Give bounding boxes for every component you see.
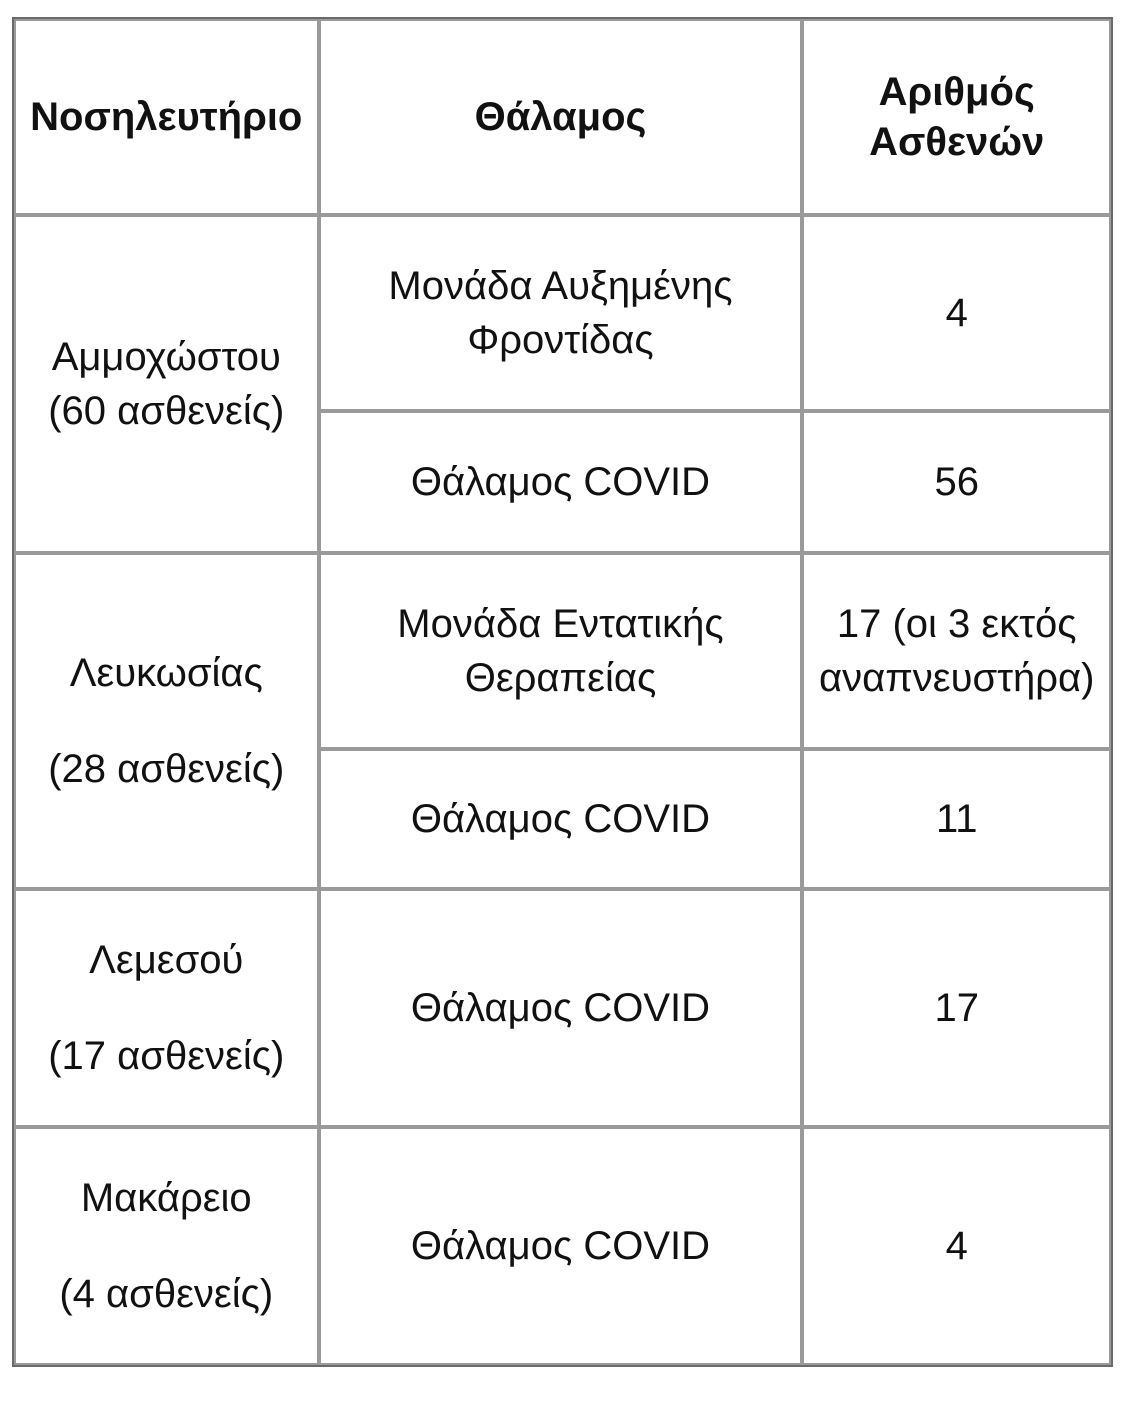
hospital-cell <box>14 1127 319 1365</box>
ward-cell <box>319 553 803 749</box>
hospital-count: (28 ασθενείς) <box>48 747 285 791</box>
table-row <box>14 889 1111 1127</box>
patients-cell: 4 <box>802 1127 1111 1365</box>
header-hospital: Νοσηλευτήριο <box>14 19 319 215</box>
hospital-name: Αμμοχώστου <box>51 335 281 379</box>
patients-cell: 11 <box>802 749 1111 889</box>
ward-cell <box>319 215 803 411</box>
table-row <box>14 1127 1111 1365</box>
patients-cell <box>802 553 1111 749</box>
patients-line1: 17 (οι 3 εκτός <box>836 602 1077 646</box>
patients-line2: αναπνευστήρα) <box>818 656 1095 700</box>
hospital-count: (60 ασθενείς) <box>48 389 285 433</box>
patients-cell: 4 <box>802 215 1111 411</box>
ward-cell: Θάλαμος COVID <box>319 889 803 1127</box>
table-row <box>14 215 1111 411</box>
hospital-name: Λεμεσού <box>89 938 244 982</box>
ward-name-line2: Φροντίδας <box>467 318 654 362</box>
ward-name-line1: Μονάδα Εντατικής <box>397 602 724 646</box>
ward-name-line2: Θεραπείας <box>464 656 657 700</box>
patients-cell: 56 <box>802 411 1111 553</box>
patients-cell: 17 <box>802 889 1111 1127</box>
hospital-count: (17 ασθενείς) <box>48 1034 285 1078</box>
ward-cell: Θάλαμος COVID <box>319 749 803 889</box>
hospital-count: (4 ασθενείς) <box>59 1272 274 1316</box>
ward-name-line1: Μονάδα Αυξημένης <box>388 264 733 308</box>
hospital-name: Μακάρειο <box>80 1176 252 1220</box>
table-row <box>14 553 1111 749</box>
ward-cell: Θάλαμος COVID <box>319 1127 803 1365</box>
hospital-cell <box>14 553 319 889</box>
header-patients: Αριθμός Ασθενών <box>802 19 1111 215</box>
patients-table <box>12 17 1113 1367</box>
hospital-cell <box>14 215 319 553</box>
hospital-name: Λευκωσίας <box>69 651 263 695</box>
ward-cell: Θάλαμος COVID <box>319 411 803 553</box>
hospital-cell <box>14 889 319 1127</box>
header-ward: Θάλαμος <box>319 19 803 215</box>
table-header-row <box>14 19 1111 215</box>
